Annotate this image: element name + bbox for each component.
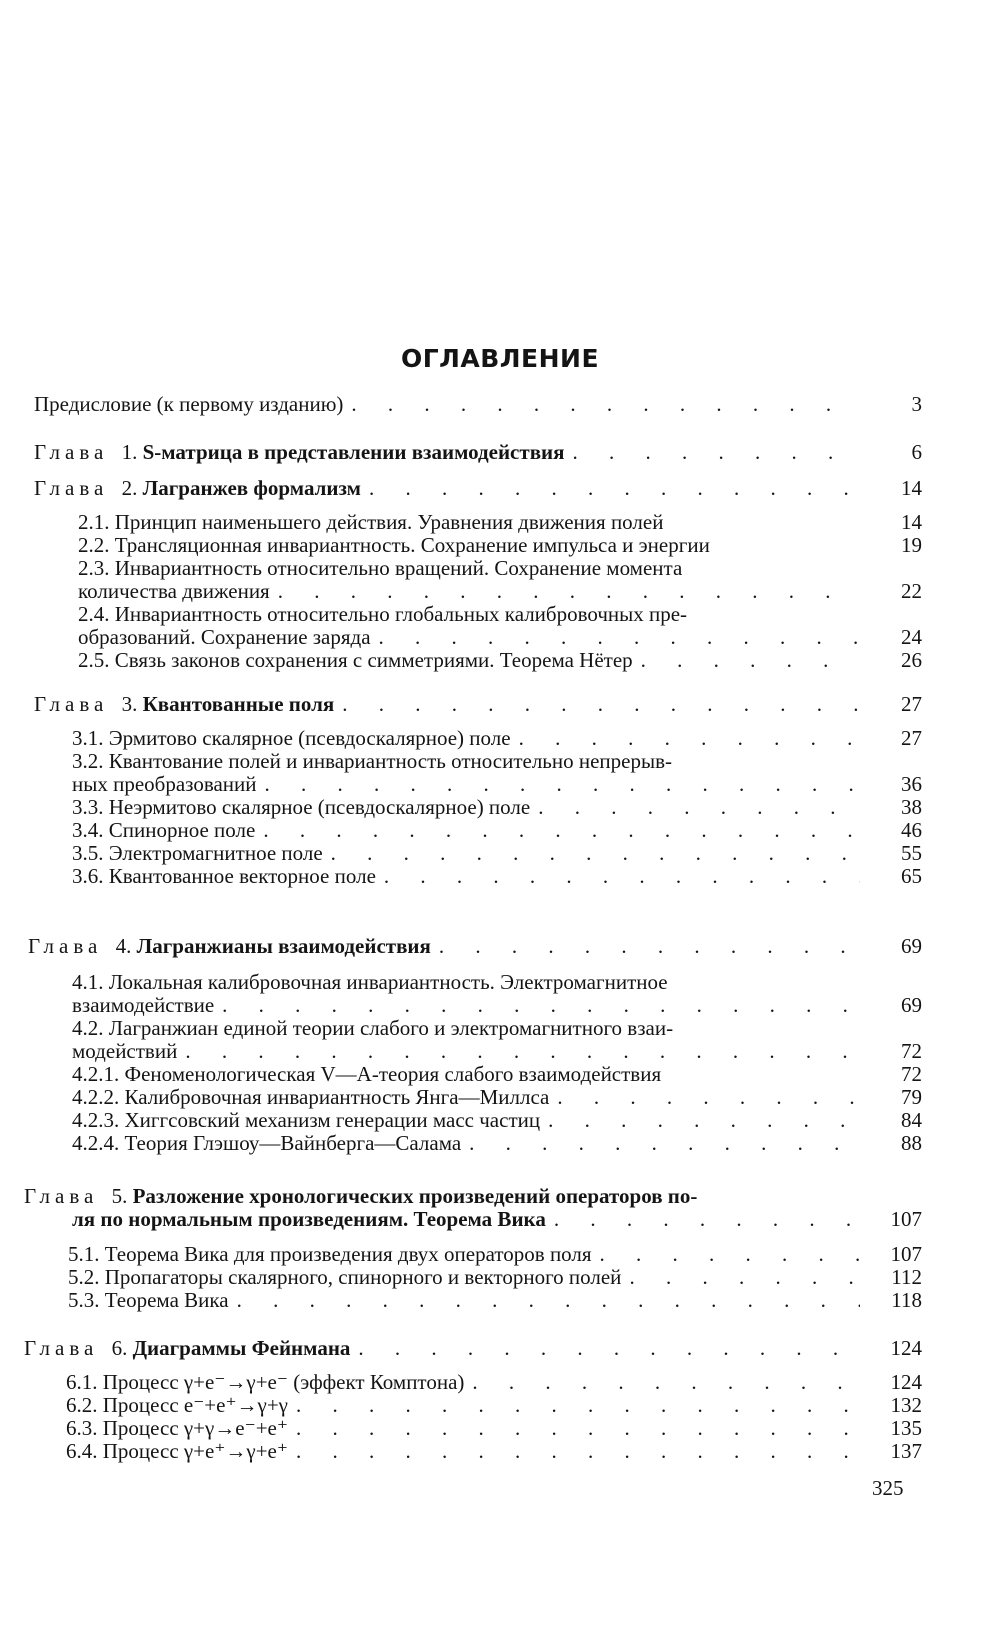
section-text: 3.6. Квантованное векторное поле	[72, 864, 376, 888]
toc-section-continuation	[72, 1039, 922, 1063]
section-text: 3.5. Электромагнитное поле	[72, 841, 323, 865]
page-number: 22	[901, 579, 922, 603]
toc-chapter-6	[24, 1336, 922, 1360]
chapter-number: 3.	[121, 692, 138, 716]
chapter-label: Глава	[24, 1184, 99, 1208]
page-number: 124	[890, 1336, 922, 1360]
page-number: 135	[890, 1416, 922, 1440]
page-number: 26	[901, 648, 922, 672]
toc-section	[68, 1288, 922, 1312]
leader-dots	[237, 1288, 860, 1312]
toc-section	[78, 533, 922, 557]
toc-section-continuation	[78, 579, 922, 603]
page-number: 107	[890, 1242, 922, 1266]
section-text: 2.3. Инвариантность относительно вращений. Сохранение момента	[78, 556, 683, 580]
leader-dots	[538, 795, 860, 819]
toc-section	[78, 602, 922, 626]
leader-dots	[557, 1085, 860, 1109]
toc-section	[72, 864, 922, 888]
leader-dots	[600, 1242, 860, 1266]
toc-chapter-4	[28, 934, 922, 958]
section-text: количества движения	[78, 579, 270, 603]
toc-chapter-2	[34, 476, 922, 500]
page-number: 88	[901, 1131, 922, 1155]
toc-section	[78, 510, 922, 534]
section-text: 5.2. Пропагаторы скалярного, спинорного и векторного полей	[68, 1265, 622, 1289]
section-text: 3.2. Квантование полей и инвариантность относительно непрерыв-	[72, 749, 672, 773]
leader-dots	[265, 772, 860, 796]
chapter-number: 4.	[115, 934, 132, 958]
section-text: 3.3. Неэрмитово скалярное (псевдоскалярное) поле	[72, 795, 531, 819]
page-number: 84	[901, 1108, 922, 1132]
toc-section	[66, 1393, 922, 1417]
page-number: 112	[891, 1265, 922, 1289]
section-text: ных преобразований	[72, 772, 257, 796]
chapter-label: Глава	[34, 440, 109, 464]
section-text: 6.3. Процесс γ+γ→e⁻+e⁺	[66, 1416, 288, 1440]
section-text: 4.2.2. Калибровочная инвариантность Янга—Миллса	[72, 1085, 550, 1109]
leader-dots	[641, 648, 860, 672]
section-text: 2.2. Трансляционная инвариантность. Сохранение импульса и энергии	[78, 533, 710, 557]
leader-dots	[331, 841, 860, 865]
section-text: 2.1. Принцип наименьшего действия. Уравнения движения полей	[78, 510, 664, 534]
toc-section	[72, 795, 922, 819]
section-text: 4.2.4. Теория Глэшоу—Вайнберга—Салама	[72, 1131, 462, 1155]
toc-section	[72, 841, 922, 865]
section-text: 4.1. Локальная калибровочная инвариантность. Электромагнитное	[72, 970, 668, 994]
page-number: 107	[890, 1207, 922, 1231]
page-number: 3	[911, 392, 922, 416]
page-number: 27	[901, 726, 922, 750]
leader-dots	[185, 1039, 860, 1063]
page-number: 137	[890, 1439, 922, 1463]
leader-dots	[629, 1265, 860, 1289]
page-number: 72	[901, 1062, 922, 1086]
chapter-number: 1.	[121, 440, 138, 464]
toc-entry-preface	[34, 392, 922, 416]
toc-section	[72, 970, 922, 994]
section-text: 2.4. Инвариантность относительно глобальных калибровочных пре-	[78, 602, 688, 626]
leader-dots	[342, 692, 860, 716]
page-number: 69	[901, 934, 922, 958]
page-title: ОГЛАВЛЕНИЕ	[400, 344, 600, 373]
toc-section	[72, 1085, 922, 1109]
page-number: 36	[901, 772, 922, 796]
page-number: 46	[901, 818, 922, 842]
leader-dots	[278, 579, 860, 603]
toc-section	[72, 818, 922, 842]
leader-dots	[384, 864, 860, 888]
page-number: 118	[891, 1288, 922, 1312]
leader-dots	[296, 1439, 860, 1463]
page-number: 19	[901, 533, 922, 557]
chapter-title: Разложение хронологических произведений операторов по-	[132, 1184, 698, 1208]
toc-section	[72, 749, 922, 773]
chapter-title: Квантованные поля	[142, 692, 335, 716]
toc-chapter-5	[24, 1184, 922, 1208]
leader-dots	[573, 440, 861, 464]
page-number: 124	[890, 1370, 922, 1394]
page-number: 65	[901, 864, 922, 888]
leader-dots	[548, 1108, 860, 1132]
chapter-label: Глава	[34, 476, 109, 500]
section-text: 4.2. Лагранжиан единой теории слабого и электромагнитного взаи-	[72, 1016, 674, 1040]
leader-dots	[222, 993, 860, 1017]
chapter-number: 6.	[111, 1336, 128, 1360]
leader-dots	[351, 392, 860, 416]
leader-dots	[296, 1393, 860, 1417]
toc-section	[72, 1131, 922, 1155]
toc-section-continuation	[72, 993, 922, 1017]
section-text: 5.3. Теорема Вика	[68, 1288, 229, 1312]
page-number: 14	[901, 476, 922, 500]
section-text: модействий	[72, 1039, 178, 1063]
chapter-number: 5.	[111, 1184, 128, 1208]
folio-page-number: 325	[872, 1476, 904, 1500]
section-text: 6.1. Процесс γ+e⁻→γ+e⁻ (эффект Комптона)	[66, 1370, 465, 1394]
page-number: 38	[901, 795, 922, 819]
section-text: 4.2.3. Хиггсовский механизм генерации масс частиц	[72, 1108, 541, 1132]
section-text: 2.5. Связь законов сохранения с симметриями. Теорема Нётер	[78, 648, 633, 672]
chapter-label: Глава	[34, 692, 109, 716]
chapter-title: S-матрица в представлении взаимодействия	[142, 440, 565, 464]
section-text: 6.2. Процесс e⁻+e⁺→γ+γ	[66, 1393, 288, 1417]
toc-chapter-3	[34, 692, 922, 716]
page-number: 55	[901, 841, 922, 865]
toc-section	[66, 1370, 922, 1394]
page-number: 6	[911, 440, 922, 464]
page-number: 24	[901, 625, 922, 649]
leader-dots	[263, 818, 860, 842]
toc-section-continuation	[72, 772, 922, 796]
page-number: 132	[890, 1393, 922, 1417]
section-text: 4.2.1. Феноменологическая V—A-теория слабого взаимодействия	[72, 1062, 662, 1086]
toc-chapter-1	[34, 440, 922, 464]
section-text: 6.4. Процесс γ+e⁺→γ+e⁺	[66, 1439, 288, 1463]
toc-section	[78, 648, 922, 672]
toc-section	[72, 1062, 922, 1086]
toc-section	[78, 556, 922, 580]
leader-dots	[439, 934, 860, 958]
leader-dots	[379, 625, 860, 649]
toc-section	[66, 1439, 922, 1463]
page-number: 27	[901, 692, 922, 716]
section-text: образований. Сохранение заряда	[78, 625, 371, 649]
leader-dots	[296, 1416, 860, 1440]
chapter-title: ля по нормальным произведениям. Теорема Вика	[72, 1207, 546, 1231]
leader-dots	[472, 1370, 860, 1394]
leader-dots	[519, 726, 860, 750]
section-text: 5.1. Теорема Вика для произведения двух операторов поля	[68, 1242, 592, 1266]
toc-section	[68, 1242, 922, 1266]
toc-section	[72, 726, 922, 750]
section-text: 3.1. Эрмитово скалярное (псевдоскалярное) поле	[72, 726, 511, 750]
chapter-number: 2.	[121, 476, 138, 500]
entry-text: Предисловие (к первому изданию)	[34, 392, 344, 416]
toc-section	[66, 1416, 922, 1440]
section-text: 3.4. Спинорное поле	[72, 818, 256, 842]
chapter-label: Глава	[28, 934, 103, 958]
chapter-title: Лагранжев формализм	[142, 476, 361, 500]
toc-section-continuation	[78, 625, 922, 649]
toc-section	[72, 1108, 922, 1132]
section-text: взаимодействие	[72, 993, 215, 1017]
leader-dots	[469, 1131, 860, 1155]
chapter-title: Диаграммы Фейнмана	[132, 1336, 351, 1360]
leader-dots	[369, 476, 860, 500]
leader-dots	[358, 1336, 860, 1360]
chapter-label: Глава	[24, 1336, 99, 1360]
page-number: 79	[901, 1085, 922, 1109]
page-number: 69	[901, 993, 922, 1017]
page-number: 14	[901, 510, 922, 534]
toc-chapter-5-continuation	[72, 1207, 922, 1231]
toc-section	[72, 1016, 922, 1040]
leader-dots	[554, 1207, 860, 1231]
chapter-title: Лагранжианы взаимодействия	[136, 934, 431, 958]
page-number: 72	[901, 1039, 922, 1063]
toc-section	[68, 1265, 922, 1289]
